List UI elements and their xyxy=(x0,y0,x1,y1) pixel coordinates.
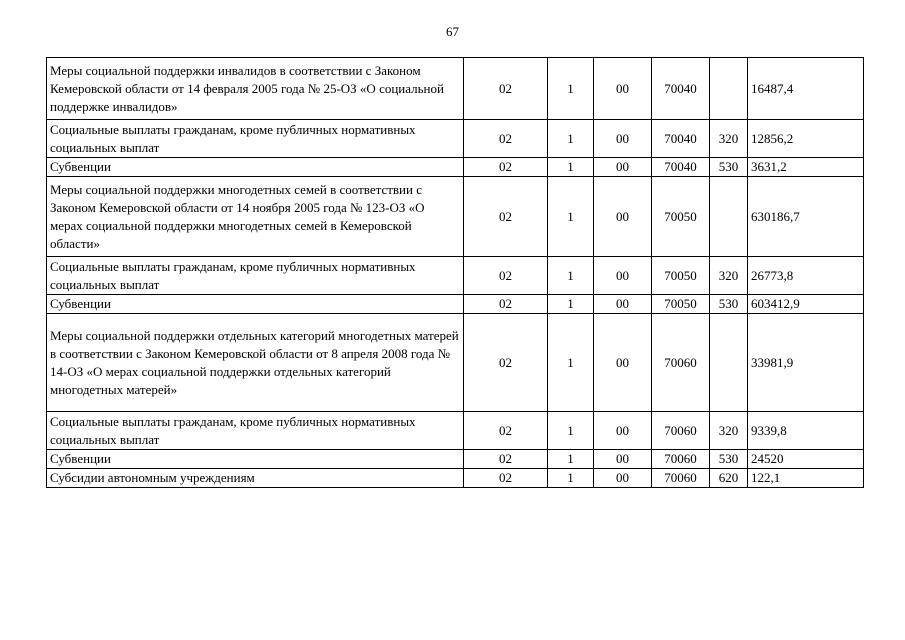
row-description: Субвенции xyxy=(47,158,464,177)
row-description: Меры социальной поддержки отдельных категорий многодетных матерей в соответствии с Законом Кемеровской области от 8 апреля 2008 года № 14-ОЗ «О мерах социальной поддержки отдельных категорий многодетных матерей» xyxy=(47,314,464,412)
row-description: Субсидии автономным учреждениям xyxy=(47,469,464,488)
expense-type-code: 530 xyxy=(710,158,748,177)
section-code: 02 xyxy=(464,120,548,158)
subprogram-code: 00 xyxy=(594,58,652,120)
subsection-code: 1 xyxy=(548,158,594,177)
direction-code: 70040 xyxy=(652,158,710,177)
amount-value: 9339,8 xyxy=(748,412,864,450)
direction-code: 70050 xyxy=(652,257,710,295)
table-row xyxy=(47,120,864,158)
direction-code: 70060 xyxy=(652,469,710,488)
amount-value: 12856,2 xyxy=(748,120,864,158)
subsection-code: 1 xyxy=(548,469,594,488)
row-description: Социальные выплаты гражданам, кроме публичных нормативных социальных выплат xyxy=(47,257,464,295)
amount-value: 630186,7 xyxy=(748,177,864,257)
subsection-code: 1 xyxy=(548,412,594,450)
expense-type-code: 530 xyxy=(710,450,748,469)
subsection-code: 1 xyxy=(548,257,594,295)
direction-code: 70060 xyxy=(652,314,710,412)
expense-type-code xyxy=(710,58,748,120)
page-number: 67 xyxy=(446,24,459,39)
subprogram-code: 00 xyxy=(594,314,652,412)
expense-type-code: 320 xyxy=(710,412,748,450)
expense-type-code: 320 xyxy=(710,120,748,158)
expense-type-code: 620 xyxy=(710,469,748,488)
section-code: 02 xyxy=(464,158,548,177)
subprogram-code: 00 xyxy=(594,158,652,177)
table-row xyxy=(47,469,864,488)
row-description: Социальные выплаты гражданам, кроме публичных нормативных социальных выплат xyxy=(47,412,464,450)
direction-code: 70060 xyxy=(652,450,710,469)
amount-value: 24520 xyxy=(748,450,864,469)
direction-code: 70050 xyxy=(652,177,710,257)
row-description: Субвенции xyxy=(47,295,464,314)
expense-type-code: 530 xyxy=(710,295,748,314)
expense-type-code xyxy=(710,177,748,257)
table-row xyxy=(47,58,864,120)
direction-code: 70040 xyxy=(652,120,710,158)
subprogram-code: 00 xyxy=(594,469,652,488)
amount-value: 122,1 xyxy=(748,469,864,488)
row-description: Меры социальной поддержки инвалидов в соответствии с Законом Кемеровской области от 14 февраля 2005 года № 25-ОЗ «О социальной поддержке инвалидов» xyxy=(47,58,464,120)
subprogram-code: 00 xyxy=(594,177,652,257)
row-description: Субвенции xyxy=(47,450,464,469)
subsection-code: 1 xyxy=(548,314,594,412)
subsection-code: 1 xyxy=(548,450,594,469)
section-code: 02 xyxy=(464,177,548,257)
amount-value: 33981,9 xyxy=(748,314,864,412)
direction-code: 70060 xyxy=(652,412,710,450)
subprogram-code: 00 xyxy=(594,450,652,469)
table-row xyxy=(47,295,864,314)
amount-value: 26773,8 xyxy=(748,257,864,295)
section-code: 02 xyxy=(464,58,548,120)
subsection-code: 1 xyxy=(548,295,594,314)
subsection-code: 1 xyxy=(548,120,594,158)
table-row xyxy=(47,314,864,412)
table-row xyxy=(47,158,864,177)
row-description: Меры социальной поддержки многодетных семей в соответствии с Законом Кемеровской области от 14 ноября 2005 года № 123-ОЗ «О мерах социальной поддержки многодетных семей в Кемеровской области» xyxy=(47,177,464,257)
subprogram-code: 00 xyxy=(594,412,652,450)
expense-type-code xyxy=(710,314,748,412)
subsection-code: 1 xyxy=(548,58,594,120)
subprogram-code: 00 xyxy=(594,295,652,314)
section-code: 02 xyxy=(464,412,548,450)
table-row xyxy=(47,177,864,257)
amount-value: 603412,9 xyxy=(748,295,864,314)
section-code: 02 xyxy=(464,295,548,314)
section-code: 02 xyxy=(464,257,548,295)
amount-value: 16487,4 xyxy=(748,58,864,120)
expense-type-code: 320 xyxy=(710,257,748,295)
section-code: 02 xyxy=(464,469,548,488)
table-row xyxy=(47,257,864,295)
subprogram-code: 00 xyxy=(594,257,652,295)
direction-code: 70040 xyxy=(652,58,710,120)
direction-code: 70050 xyxy=(652,295,710,314)
table-row xyxy=(47,450,864,469)
subsection-code: 1 xyxy=(548,177,594,257)
section-code: 02 xyxy=(464,314,548,412)
table-row xyxy=(47,412,864,450)
subprogram-code: 00 xyxy=(594,120,652,158)
amount-value: 3631,2 xyxy=(748,158,864,177)
section-code: 02 xyxy=(464,450,548,469)
row-description: Социальные выплаты гражданам, кроме публичных нормативных социальных выплат xyxy=(47,120,464,158)
budget-table xyxy=(46,57,864,488)
